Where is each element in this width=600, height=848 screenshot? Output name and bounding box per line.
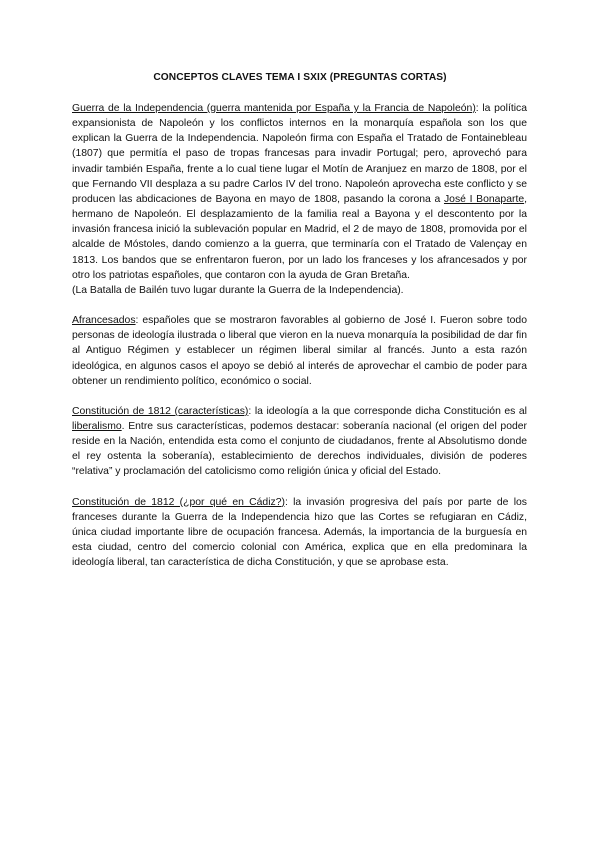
text-guerra-part2: , hermano de Napoleón. El desplazamiento de la familia real a Bayona y el descontento por la invasión francesa inició la sublevación popular en Madrid, el 2 de mayo de 1808, promovida por el alcalde de Móstoles, dando comienzo a la guerra, que terminaría con el Tratado de Valençay en 1813. Los bandos que se enfrentaron fueron, por un lado los franceses y los afrancesados y por otro los patriotas españoles, que contaron con la ayuda de Gran Bretaña. bbox=[72, 193, 528, 281]
heading-constitucion-cadiz: Constitución de 1812 (¿por qué en Cádiz?) bbox=[72, 496, 285, 508]
paragraph-spacer bbox=[72, 480, 527, 495]
paragraph-afrancesados bbox=[72, 313, 527, 389]
paragraph-constitucion-cadiz bbox=[72, 495, 527, 571]
heading-afrancesados: Afrancesados bbox=[72, 315, 136, 327]
text-constitucion-part2: . Entre sus características, podemos destacar: soberanía nacional (el origen del poder reside en la Nación, entendida esta como el conjunto de ciudadanos, frente al Absolutismo donde el rey ostenta la soberanía), establecimiento de derechos individuales, división de poderes “relativa” y proclamación del catolicismo como religión única y oficial del Estado. bbox=[72, 420, 527, 478]
link-liberalismo: liberalismo bbox=[72, 420, 122, 432]
heading-constitucion-caracteristicas: Constitución de 1812 (características) bbox=[72, 405, 249, 417]
paragraph-spacer bbox=[72, 298, 527, 313]
text-constitucion-cadiz: : la invasión progresiva del país por parte de los franceses durante la Guerra de la Independencia hizo que las Cortes se refugiaran en Cádiz, única ciudad importante libre de ocupación francesa. Además, la importancia de la burguesía en esta ciudad, centro del comercio colonial con América, explica que en ella predominara la ideología liberal, tan característica de dicha Constitución, y que se aprobase esta. bbox=[72, 496, 528, 569]
note-batalla-bailen: (La Batalla de Bailén tuvo lugar durante la Guerra de la Independencia). bbox=[72, 284, 404, 296]
link-jose-bonaparte: José I Bonaparte bbox=[443, 193, 525, 205]
document-title: CONCEPTOS CLAVES TEMA I SXIX (PREGUNTAS CORTAS) bbox=[153, 72, 447, 83]
text-constitucion-part1: : la ideología a la que corresponde dicha Constitución es al bbox=[248, 405, 527, 417]
paragraph-guerra-independencia bbox=[72, 101, 527, 283]
text-afrancesados: : españoles que se mostraron favorables al gobierno de José I. Fueron sobre todo personas de ideología ilustrada o liberal que vieron en la nueva monarquía la posibilidad de dar fin al Antiguo Régimen y establecer un régimen liberal similar al francés. Junto a esta razón ideológica, en algunos casos el apoyo se debió al interés de aprovechar el cambio de poder para obtener un rendimiento político, económico o social. bbox=[72, 315, 527, 387]
heading-guerra-independencia: Guerra de la Independencia (guerra mantenida por España y la Francia de Napoleón) bbox=[72, 103, 476, 114]
document-body bbox=[72, 101, 527, 570]
paragraph-constitucion-caracteristicas bbox=[72, 404, 527, 480]
paragraph-spacer bbox=[72, 389, 527, 404]
text-guerra-part1: : la política expansionista de Napoleón y los conflictos internos en la monarquía española son los que explican la Guerra de la Independencia. Napoleón firma con España el Tratado de Fontainebleau (1807) que permitía el paso de tropas francesas para invadir Portugal; pero, aprovechó para invadir también España, frente a lo cual tiene lugar el Motín de Aranjuez en marzo de 1808, por el que Fernando VII desplaza a su padre Carlos IV del trono. Napoleón aprovecha este conflicto y se producen las abdicaciones de Bayona en mayo de 1808, pasando la corona a bbox=[72, 103, 528, 205]
